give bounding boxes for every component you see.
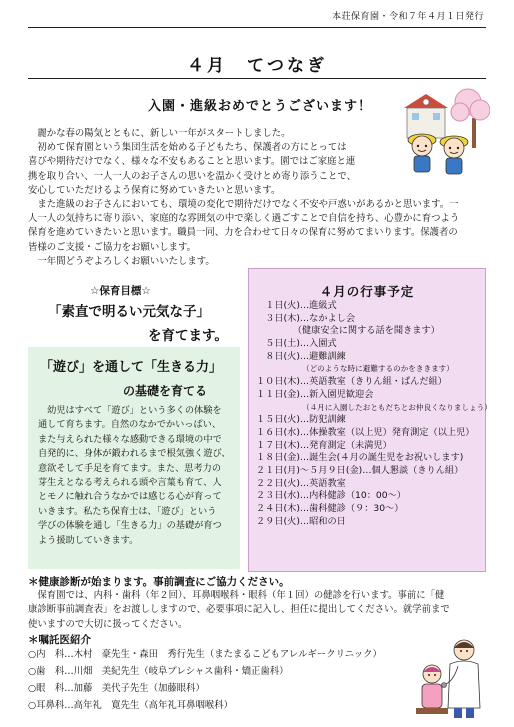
play-section-title: 「遊び」を通して「生きる力」 (40, 360, 223, 375)
schedule-item: １日(火)…進級式 (265, 300, 337, 311)
intro-text-bottom (28, 198, 488, 269)
schedule-item: １７日(木)…発育測定（未満児） (256, 439, 392, 451)
doctors-list (28, 646, 398, 714)
intro-line: 麗かな春の陽気とともに、新しい一年がスタートしました。 (28, 128, 291, 139)
health-line: 使いますので大切に扱ってください。 (28, 618, 188, 630)
intro-line: 人一人の気持ちに寄り添い、家庭的な雰囲気の中で楽しく過ごすことで自信を持ち、心豊かに育つよう (28, 213, 460, 225)
school-icon (404, 94, 448, 138)
play-line: 学びの体験を通し「生きる力」の基礎が育つ (38, 520, 222, 532)
child-icon (408, 134, 436, 172)
play-line: よう援助していきます。 (38, 534, 139, 546)
doctor-item: ○耳鼻科…高年礼 寛先生（高年礼耳鼻咽喉科） (28, 700, 234, 711)
play-line: 芽生えとなる考えられる頭や言葉も育て、人 (38, 477, 222, 489)
publisher-line: 本荘保育園・令和７年４月１日発行 (331, 12, 484, 22)
health-line: 康診断事前調査表」をお渡ししますので、必要事項に記入し、担任に提出してください。就学前まで (28, 604, 450, 616)
goal-quote: 「素直で明るい元気な子」 (48, 304, 210, 320)
welcome-headline: 入園・進級おめでとうございます！ (148, 99, 373, 114)
schedule-item: １８日(金)…誕生会(４月の誕生児をお祝いします) (256, 452, 464, 464)
doctor-item: ○歯 科…川畑 美紀先生（岐阜プレシャス歯科・矯正歯科） (28, 666, 289, 677)
play-line: 自発的に、身体が鍛われるまで根気強く遊び、 (38, 448, 231, 460)
schedule-item: ５日(土)…入園式 (265, 338, 337, 350)
schedule-item: ３日(木)…なかよし会 (265, 312, 356, 324)
intro-text-top (28, 127, 398, 198)
doctor-icon (442, 640, 481, 718)
intro-line: 喜びや期待だけでなく、様々な不安もあることと思います。園ではご家庭と連 (28, 156, 356, 168)
schedule-item: （健康安全に関する話を聞きます） (292, 325, 440, 337)
health-text (28, 589, 490, 632)
play-section-body (38, 404, 238, 548)
newsletter-title: ４月 てつなぎ (187, 56, 327, 76)
schedule-item: １５日(火)…防犯訓練 (256, 414, 346, 426)
health-line: 保育園では、内科・歯科（年２回）、耳鼻咽喉科・眼科（年１回）の健診を行います。事前に「健 (28, 590, 445, 601)
play-line: いきます。私たち保育士は、「遊び」という (38, 505, 217, 517)
schedule-item: ２９日(火)…昭和の日 (256, 515, 346, 527)
title-divider (28, 78, 486, 79)
play-line: とモノに触れ合うなかでは感じる心が育って (38, 491, 222, 503)
play-line: 意欲そして手足を育てます。また、思考力の (38, 462, 222, 474)
child-patient-icon (416, 665, 448, 714)
intro-line: また進級のお子さんにおいても、環境の変化で期待だけでなく不安や戸惑いがあるかと思います。一 (28, 199, 459, 210)
school-children-illustration (398, 80, 490, 176)
schedule-list (256, 300, 492, 528)
play-line: 通して育ちます。自然のなかでかいっぱい、 (38, 419, 222, 431)
schedule-item: ２３日(水)…内科健診（10：00～） (256, 490, 406, 502)
doctor-item: ○眼 科…加藤 美代子先生（加藤眼科） (28, 683, 205, 694)
intro-line: 安心していただけるよう保育に努めていきたいと思います。 (28, 184, 281, 196)
schedule-item: ２４日(木)…歯科健診（９：30～） (256, 503, 404, 514)
goal-label: ☆保育目標☆ (90, 285, 151, 297)
goal-subtitle: を育てます。 (148, 328, 228, 344)
child-icon (440, 136, 468, 174)
intro-line: 保育を進めていきたいと思います。職員一同、力を合わせて日々の保育に努めてまいります。保護者の (28, 227, 458, 239)
doctor-item: ○内 科…木村 豪先生・森田 秀行先生（またまるこどもアレルギークリニック） (28, 649, 382, 660)
intro-line: 皆様のご支援・ご協力をお願いします。 (28, 241, 197, 253)
schedule-item: （４月に入園したおともだちとお仲良くなりましょう） (302, 402, 492, 412)
doctor-checkup-illustration (410, 634, 490, 720)
intro-line: 初めて保育園という集団生活を始める子どもたち、保護者の方にとっては (28, 142, 347, 154)
schedule-item: （どのような時に避難するのかをききます） (302, 364, 454, 374)
schedule-item: １１日(金)…新入園児歓迎会 (256, 388, 374, 400)
schedule-item: ８日(火)…避難訓練 (265, 350, 346, 362)
schedule-title: ４月の行事予定 (319, 284, 415, 299)
play-section-subtitle: の基礎を育てる (123, 384, 208, 398)
schedule-item: １０日(木)…英語教室（きりん組・ぱんだ組） (256, 376, 447, 388)
health-heading: ＊健康診断が始まります。事前調査にご協力ください。 (28, 576, 290, 588)
schedule-item: ２１日(月)～５月９日(金)…個人懇談（きりん組） (256, 464, 464, 476)
intro-line: 携を取り合い、一人一人のお子さんの思いを温かく受けとめ寄り添うことで、 (28, 170, 356, 182)
schedule-item: １６日(水)…体操教室（以上児）発育測定（以上児） (256, 426, 475, 438)
doctors-heading: ＊嘱託医紹介 (28, 634, 91, 646)
play-line: また与えられた様々な感動できる環境の中で (38, 433, 222, 445)
intro-line: 一年間どうぞよろしくお願いいたします。 (28, 255, 215, 267)
play-line: 幼児はすべて「遊び」という多くの体験を (38, 405, 222, 416)
header-divider (28, 27, 486, 28)
schedule-item: ２２日(火)…英語教室 (256, 477, 346, 489)
